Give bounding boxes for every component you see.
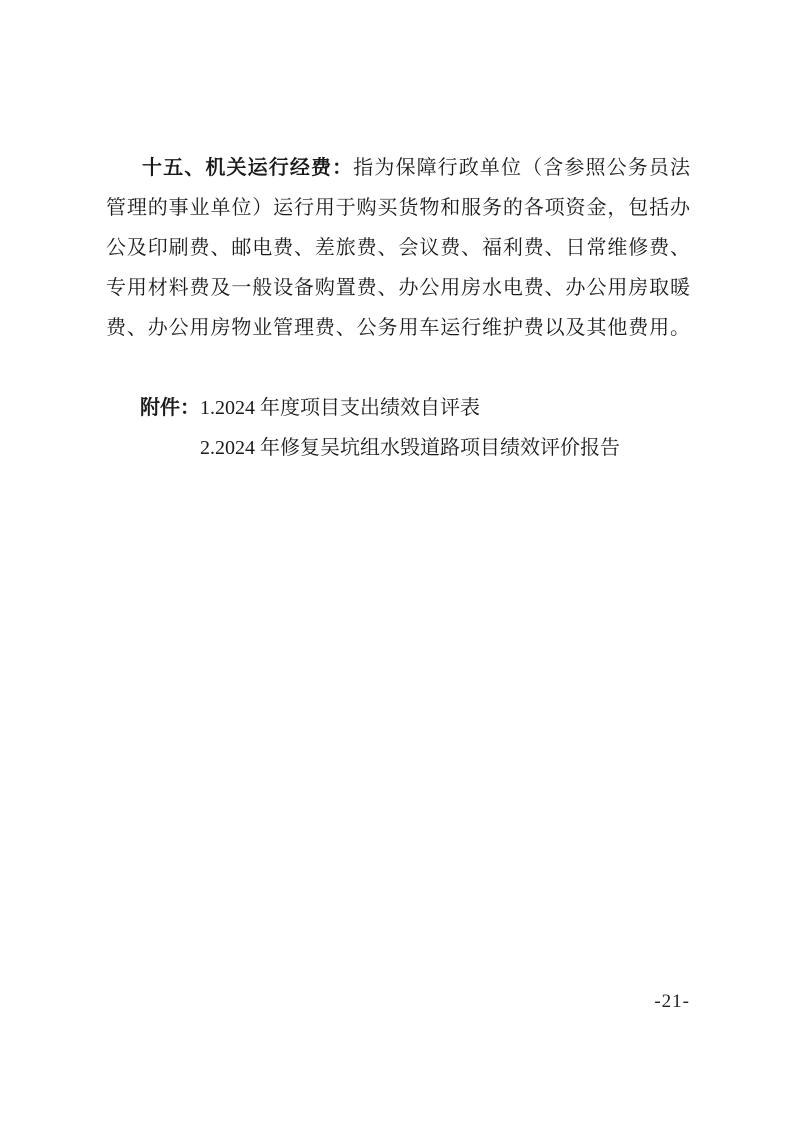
paragraph-bold-lead: 十五、机关运行经费： (142, 157, 354, 179)
paragraph-line-1 (106, 148, 690, 188)
attachment-item-2: 2.2024 年修复吴坑组水毁道路项目绩效评价报告 (200, 437, 620, 459)
paragraph-line-1-text: 指为保障行政单位（含参照公务员法 (353, 157, 691, 179)
paragraph-line-3: 公及印刷费、邮电费、差旅费、会议费、福利费、日常维修费、 (106, 237, 690, 259)
paragraph-line-5: 费、办公用房物业管理费、公务用车运行维护费以及其他费用。 (106, 317, 690, 339)
body-paragraph (106, 148, 690, 348)
attachment-item-1: 1.2024 年度项目支出绩效自评表 (200, 397, 480, 419)
page-number: -21- (654, 991, 690, 1012)
attachments-label: 附件： (140, 397, 200, 419)
attachments-block (106, 388, 690, 468)
paragraph-line-4: 专用材料费及一般设备购置费、办公用房水电费、办公用房取暖 (106, 277, 690, 299)
paragraph-line-2: 管理的事业单位）运行用于购买货物和服务的各项资金，包括办 (106, 197, 690, 219)
attachment-line-1 (106, 388, 690, 428)
